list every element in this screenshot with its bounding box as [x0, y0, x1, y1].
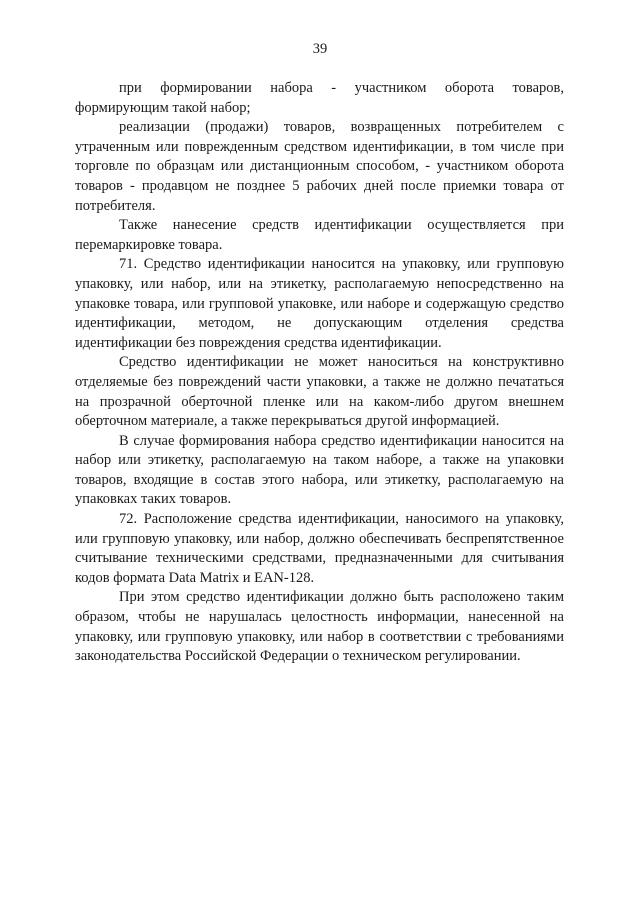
page-number: 39 [312, 41, 328, 57]
paragraph-set-formation: при формировании набора - участником оборота товаров, формирующим такой набор; [75, 80, 564, 116]
document-body [75, 79, 564, 667]
paragraph-set-labeling: В случае формирования набора средство идентификации наносится на набор или этикетку, располагаемую на таком наборе, а также на упаковки товаров, входящие в состав этого набора, или этикетку, располагаемую на упаковках таких товаров. [75, 432, 564, 508]
paragraph-remarking: Также нанесение средств идентификации осуществляется при перемаркировке товара. [75, 217, 564, 253]
paragraph-clause-72: 72. Расположение средства идентификации, наносимого на упаковку, или групповую упаковку, или набор, должно обеспечивать беспрепятственное считывание техническими средствами, предназначенными для считывания кодов формата Data Matrix и EAN-128. [75, 511, 564, 586]
paragraph-information-integrity: При этом средство идентификации должно быть расположено таким образом, чтобы не нарушалась целостность информации, нанесенной на упаковку, или групповую упаковку, или набор в соответствии с требованиями законодательства Российской Федерации о техническом регулировании. [75, 589, 564, 665]
paragraph-clause-71: 71. Средство идентификации наносится на упаковку, или групповую упаковку, или набор, или на этикетку, располагаемую непосредственно на упаковке товара, или групповой упаковке, или наборе и содержащую средство идентификации, методом, не допускающим отделения средства идентификации без повреждения средства идентификации. [75, 256, 564, 351]
paragraph-returned-goods: реализации (продажи) товаров, возвращенных потребителем с утраченным или поврежденным средством идентификации, в том числе при торговле по образцам или дистанционным способом, - участником оборота товаров - продавцом не позднее 5 рабочих дней после приемки товара от потребителя. [75, 119, 564, 214]
paragraph-placement-restrictions: Средство идентификации не может наноситься на конструктивно отделяемые без повреждений части упаковки, а также не должно печататься на прозрачной оберточной пленке или на каком-либо другом внешнем оберточном материале, а также перекрываться другой информацией. [75, 354, 564, 430]
